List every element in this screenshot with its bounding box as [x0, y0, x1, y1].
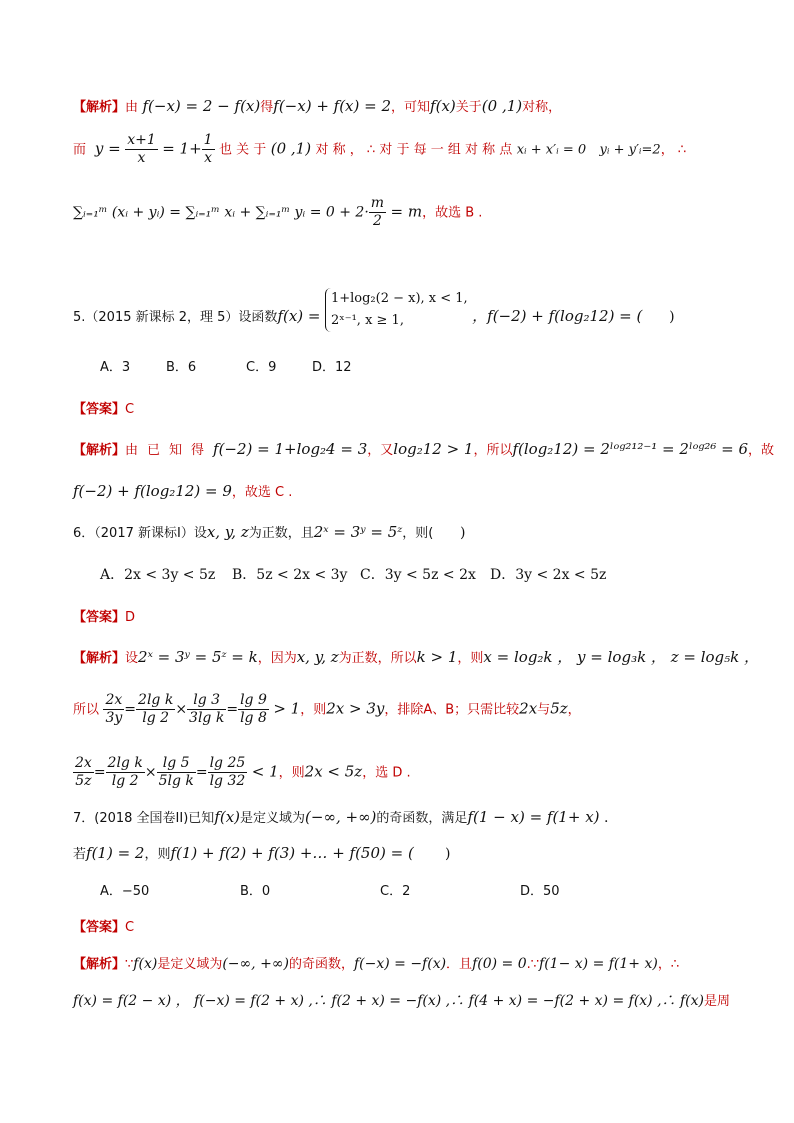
q6-solution-line-2: 所以 $\frac{2x}{3y}$ = $\frac{\text{2lg k}}{\lg 2}$ × $\frac{\lg 3}{\text{3lg k}}$ = $\frac{\lg 9}{\lg 8}$ > 1，则2x > 3y，排除A、B；只需比较2x与5z，: [73, 692, 581, 726]
q7-option-b[interactable]: B．0: [240, 884, 271, 899]
q5-solution-line-1: 【解析】由已知得f(−2) = 1+log₂4 = 3，又log₂12 > 1，所以f(log₂12) = 2ˡᵒᵍ²¹²⁻¹ = 2ˡᵒᵍ²⁶ = 6，故: [73, 440, 775, 458]
q7-option-c[interactable]: C．2: [380, 884, 411, 899]
fraction: $\frac{2x}{5z}$: [75, 755, 92, 789]
fraction: $\frac{\lg 9}{\lg 8}$: [240, 692, 267, 726]
q4-solution-label: 【解析】: [73, 100, 126, 115]
fraction: $\frac{1}{x}$: [203, 132, 213, 166]
fraction: $\frac{\lg 5}{\text{5lg k}}$: [158, 755, 194, 789]
q7-solution-line-1: 【解析】∵f(x)是定义域为(−∞, +∞)的奇函数，f(−x) = −f(x)．且f(0) = 0.∵f(1− x) = f(1+ x)，∴: [73, 956, 680, 972]
q7-option-d[interactable]: D．50: [520, 884, 560, 899]
q7-option-a[interactable]: A．−50: [100, 884, 150, 899]
fraction: $\frac{x+1}{x}$: [127, 132, 156, 166]
q6-option-d[interactable]: D．3y < 2x < 5z: [490, 567, 607, 583]
q6-option-b[interactable]: B．5z < 2x < 3y: [232, 567, 348, 583]
q5-solution-line-2: f(−2) + f(log₂12) = 9，故选 C .: [73, 482, 293, 500]
q5-option-b[interactable]: B．6: [166, 360, 197, 375]
q5-options: [100, 356, 352, 375]
q4-solution-line-3: ∑ᵢ₌₁ᵐ (xᵢ + yᵢ) = ∑ᵢ₌₁ᵐ xᵢ + ∑ᵢ₌₁ᵐ yᵢ = 0 + 2· $\frac{m}{2}$ = m，故选 B .: [73, 195, 483, 229]
q4-solution-line-1: 【解析】由 f(−x) = 2 − f(x)得f(−x) + f(x) = 2，可知f(x)关于(0 ,1)对称，: [73, 97, 562, 115]
q5-option-c[interactable]: C．9: [246, 360, 277, 375]
fraction: $\frac{\text{2lg k}}{\lg 2}$: [107, 755, 143, 789]
q6-answer: 【答案】D: [73, 610, 136, 625]
q4-solution-line-2: 而 y = $\frac{x+1}{x}$ = 1+ $\frac{1}{x}$ 也 关 于 (0 ,1) 对 称 ， ∴ 对 于 每 一 组 对 称 点 xᵢ + x′ᵢ = 0 yᵢ + y′ᵢ=2， ∴: [73, 132, 687, 166]
q7-answer: 【答案】C: [73, 920, 135, 935]
q6-solution-line-3: $\frac{2x}{5z}$ = $\frac{\text{2lg k}}{\lg 2}$ × $\frac{\lg 5}{\text{5lg k}}$ = $\frac{\lg 25}{\lg 32}$ < 1，则2x < 5z，选 D .: [75, 755, 411, 789]
piecewise-brace: 1+log₂(2 − x), x < 1, 2ˣ⁻¹, x ≥ 1,: [325, 288, 468, 332]
q5-answer: 【答案】C: [73, 402, 135, 417]
q5-option-a[interactable]: A．3: [100, 360, 131, 375]
q5-stem: 5.（2015 新课标 2，理 5）设函数f(x) = 1+log₂(2 − x), x < 1, 2ˣ⁻¹, x ≥ 1, ，f(−2) + f(log₂12) = ( ): [73, 302, 754, 332]
q5-option-d[interactable]: D．12: [312, 360, 352, 375]
q7-solution-line-2: f(x) = f(2 − x) ， f(−x) = f(2 + x) ,∴ f(2 + x) = −f(x) ,∴ f(4 + x) = −f(2 + x) = f(x) ,∴ f(x)是周: [73, 993, 731, 1009]
fraction: $\frac{2x}{3y}$: [105, 692, 123, 726]
q6-option-c[interactable]: C．3y < 5z < 2x: [360, 567, 476, 583]
q6-option-a[interactable]: A．2x < 3y < 5z: [100, 567, 216, 583]
q7-stem-line-2: 若f(1) = 2，则f(1) + f(2) + f(3) +… + f(50) = ( ): [73, 844, 451, 862]
q6-options: [100, 564, 606, 584]
q6-stem: 6．（2017 新课标Ⅰ）设x, y, z为正数，且2ˣ = 3ʸ = 5ᶻ，则( ): [73, 523, 466, 541]
q7-stem: 7．(2018 全国卷II)已知f(x)是定义域为(−∞, +∞)的奇函数，满足f(1 − x) = f(1+ x) .: [73, 808, 609, 826]
fraction: $\frac{\lg 3}{\text{3lg k}}$: [189, 692, 225, 726]
fraction: $\frac{\text{2lg k}}{\lg 2}$: [138, 692, 174, 726]
q6-solution-line-1: 【解析】设2ˣ = 3ʸ = 5ᶻ = k，因为x, y, z为正数，所以k > 1，则x = log₂k ， y = log₃k ， z = log₅k ，: [73, 648, 760, 666]
fraction: $\frac{\lg 25}{\lg 32}$: [209, 755, 246, 789]
q7-options: [100, 880, 560, 899]
fraction: $\frac{m}{2}$: [370, 195, 385, 229]
